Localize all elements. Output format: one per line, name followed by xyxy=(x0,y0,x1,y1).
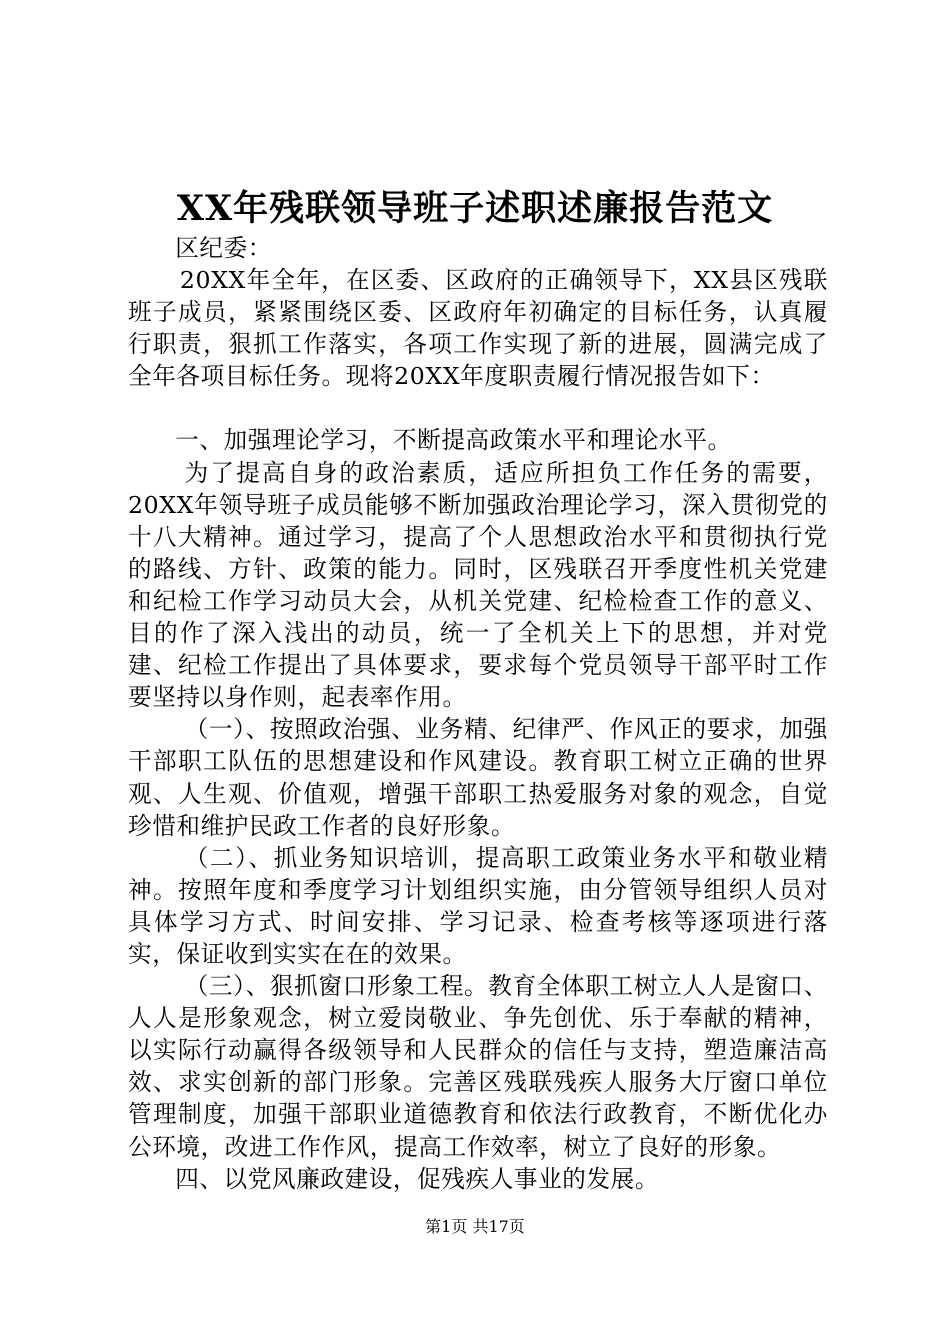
paragraph-item-3: （三）、狠抓窗口形象工程。教育全体职工树立人人是窗口、人人是形象观念，树立爱岗敬业、争先创优、乐于奉献的精神，以实际行动赢得各级领导和人民群众的信任与支持，塑造廉洁高效、求实创新的部门形象。完善区残联残疾人服务大厅窗口单位管理制度，加强干部职业道德教育和依法行政教育，不断优化办公环境，改进工作作风，提高工作效率，树立了良好的形象。 xyxy=(128,972,828,1161)
page-number: 第1页 共17页 xyxy=(425,1217,525,1236)
section-heading-1: 一、加强理论学习，不断提高政策水平和理论水平。 xyxy=(175,426,732,455)
paragraph-item-2: （二）、抓业务知识培训，提高职工政策业务水平和敬业精神。按照年度和季度学习计划组织实施，由分管领导组织人员对具体学习方式、时间安排、学习记录、检查考核等逐项进行落实，保证收到实实在在的效果。 xyxy=(128,843,828,968)
paragraph-intro: 20XX年全年，在区委、区政府的正确领导下，XX县区残联班子成员，紧紧围绕区委、区政府年初确定的目标任务，认真履行职责，狠抓工作落实，各项工作实现了新的进展，圆满完成了全年各项目标任务。现将20XX年度职责履行情况报告如下： xyxy=(128,266,828,391)
document-title: XX年残联领导班子述职述廉报告范文 xyxy=(176,188,774,229)
paragraph-item-1: （一）、按照政治强、业务精、纪律严、作风正的要求，加强干部职工队伍的思想建设和作风建设。教育职工树立正确的世界观、人生观、价值观，增强干部职工热爱服务对象的观念，自觉珍惜和维护民政工作者的良好形象。 xyxy=(128,715,828,840)
paragraph-spacer xyxy=(128,392,828,424)
salutation: 区纪委： xyxy=(175,234,272,262)
document-body xyxy=(128,232,828,1195)
paragraph-study: 为了提高自身的政治素质，适应所担负工作任务的需要，20XX年领导班子成员能够不断加强政治理论学习，深入贯彻党的十八大精神。通过学习，提高了个人思想政治水平和贯彻执行党的路线、方针、政策的能力。同时，区残联召开季度性机关党建和纪检工作学习动员大会，从机关党建、纪检检查工作的意义、目的作了深入浅出的动员，统一了全机关上下的思想，并对党建、纪检工作提出了具体要求，要求每个党员领导干部平时工作要坚持以身作则，起表率作用。 xyxy=(128,458,828,712)
section-heading-4: 四、以党风廉政建设，促残疾人事业的发展。 xyxy=(175,1164,660,1193)
